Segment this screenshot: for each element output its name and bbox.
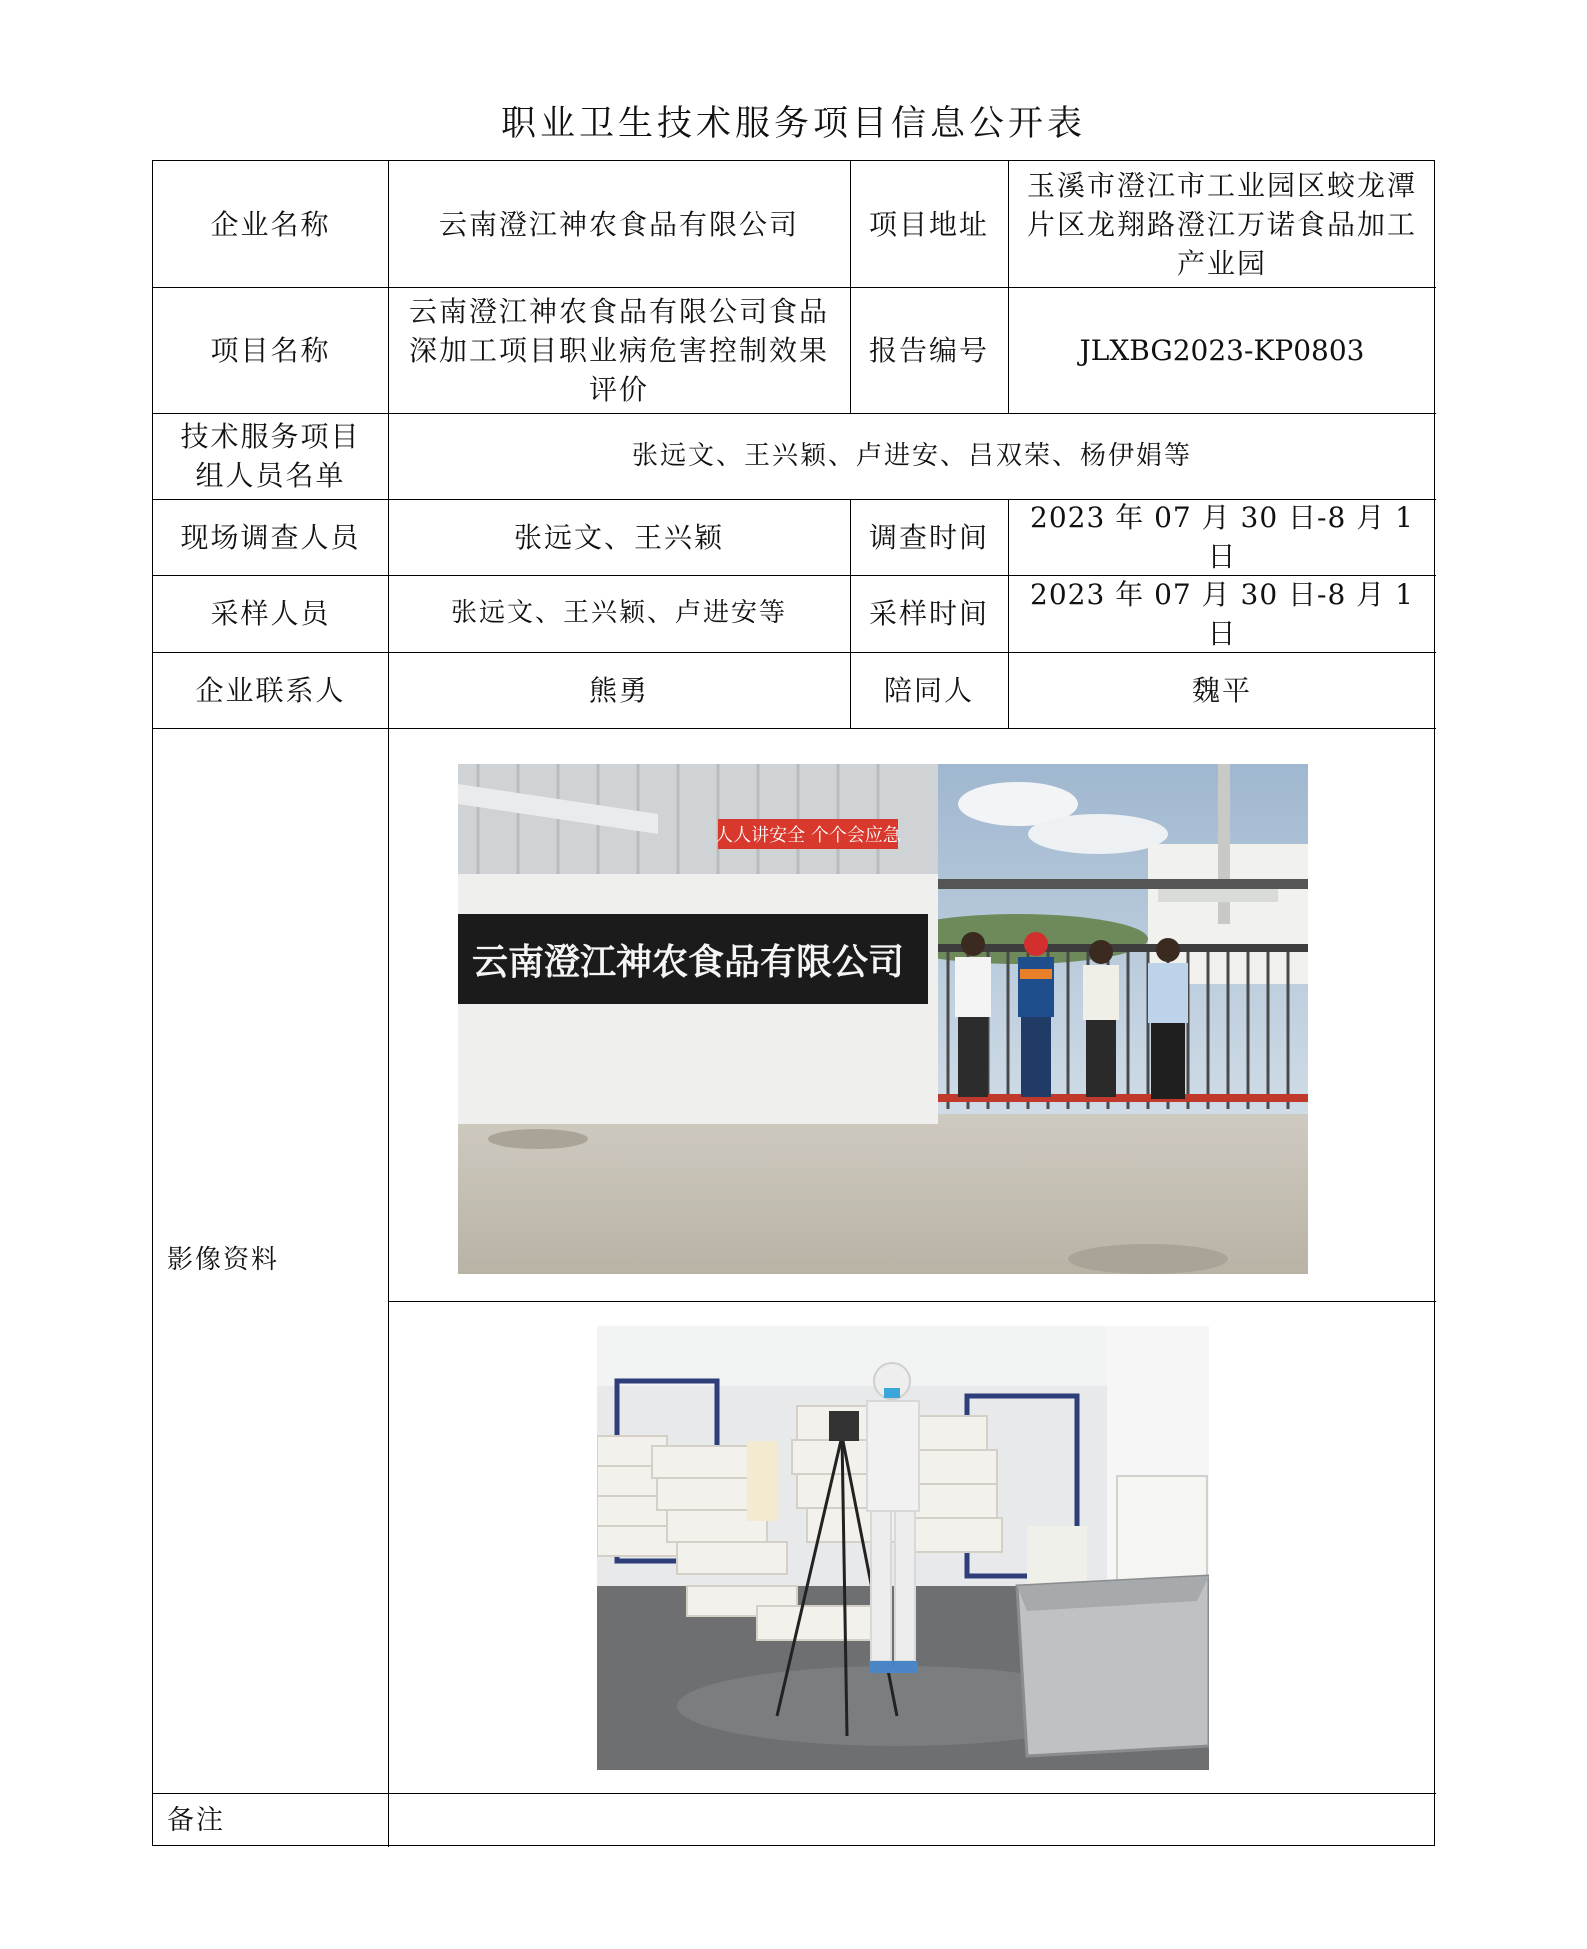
team-list-label: 技术服务项目组人员名单 [180,420,361,492]
sampling-staff-label: 采样人员 [210,597,331,630]
project-address-value: 玉溪市澄江市工业园区蛟龙潭片区龙翔路澄江万诺食品加工产业园 [1026,168,1417,280]
survey-time-label: 调查时间 [868,520,989,554]
company-name-value: 云南澄江神农食品有限公司 [438,207,799,241]
remarks-value [388,1793,1436,1847]
company-name-label: 企业名称 [210,207,331,241]
company-sign-text: 云南澄江神农食品有限公司 [471,942,905,983]
remarks-label: 备注 [167,1804,225,1836]
sampling-staff-value: 张远文、王兴颖、卢进安等 [450,598,787,628]
images-label: 影像资料 [167,1245,280,1275]
page-title: 职业卫生技术服务项目信息公开表 [500,104,1086,144]
report-number-value: JLXBG2023-KP0803 [1079,333,1365,367]
project-address-label: 项目地址 [868,207,989,241]
project-name-label: 项目名称 [210,333,331,367]
report-number-label: 报告编号 [868,333,989,367]
team-list-value: 张远文、王兴颖、卢进安、吕双荣、杨伊娟等 [631,440,1192,471]
photo-factory-gate [458,764,1308,1274]
sampling-time-value: 2023 年 07 月 30 日-8 月 1 日 [1030,577,1414,650]
safety-banner-text: 人人讲安全 个个会应急 [715,825,901,846]
survey-time-value: 2023 年 07 月 30 日-8 月 1 日 [1030,501,1414,573]
escort-label: 陪同人 [883,673,974,707]
survey-staff-value: 张远文、王兴颖 [513,520,724,554]
survey-staff-label: 现场调查人员 [180,520,361,554]
sampling-time-label: 采样时间 [868,597,989,630]
contact-label: 企业联系人 [195,673,346,707]
info-table [152,160,1435,1846]
escort-value: 魏平 [1191,673,1252,707]
contact-value: 熊勇 [588,673,649,707]
photo-workshop-sampling [597,1326,1209,1770]
project-name-value: 云南澄江神农食品有限公司食品深加工项目职业病危害控制效果评价 [408,294,829,406]
